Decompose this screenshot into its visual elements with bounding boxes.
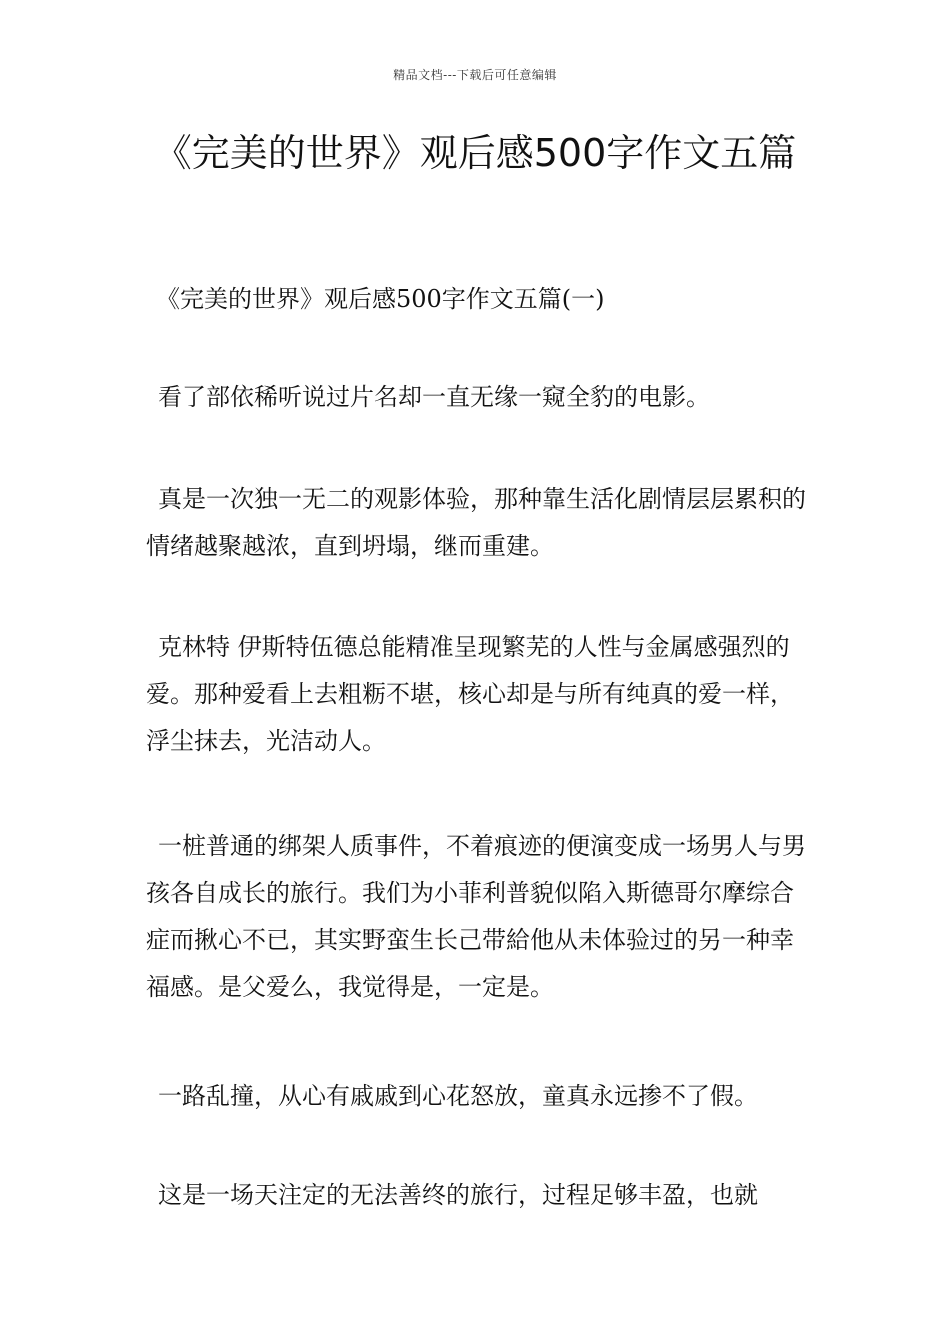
paragraph-3: 克林特 伊斯特伍德总能精准呈现繁芜的人性与金属感强烈的爱。那种爱看上去粗粝不堪，核心却是与所有纯真的爱一样，浮尘抹去，光洁动人。 [146, 633, 794, 755]
paragraph-4: 一桩普通的绑架人质事件，不着痕迹的便演变成一场男人与男孩各自成长的旅行。我们为小菲利普貌似陷入斯德哥尔摩综合症而揪心不已，其实野蛮生长己带給他从未体验过的另一种幸福感。是父爱么，我觉得是，一定是。 [146, 832, 806, 1001]
document-title: 《完美的世界》观后感500字作文五篇 [153, 131, 797, 175]
header-note: 精品文档---下载后可任意编辑 [393, 68, 557, 82]
paragraph-2: 真是一次独一无二的观影体验，那种靠生活化剧情层层累积的情绪越聚越浓，直到坍塌，继而重建。 [146, 485, 806, 560]
paragraph-6: 这是一场天注定的无法善终的旅行，过程足够丰盈，也就 [158, 1181, 758, 1209]
paragraph-5: 一路乱撞，从心有戚戚到心花怒放，童真永远掺不了假。 [158, 1082, 758, 1110]
paragraph-1: 看了部依稀听说过片名却一直无缘一窥全豹的电影。 [158, 383, 710, 411]
section-heading: 《完美的世界》观后感500字作文五篇(一) [156, 285, 605, 313]
